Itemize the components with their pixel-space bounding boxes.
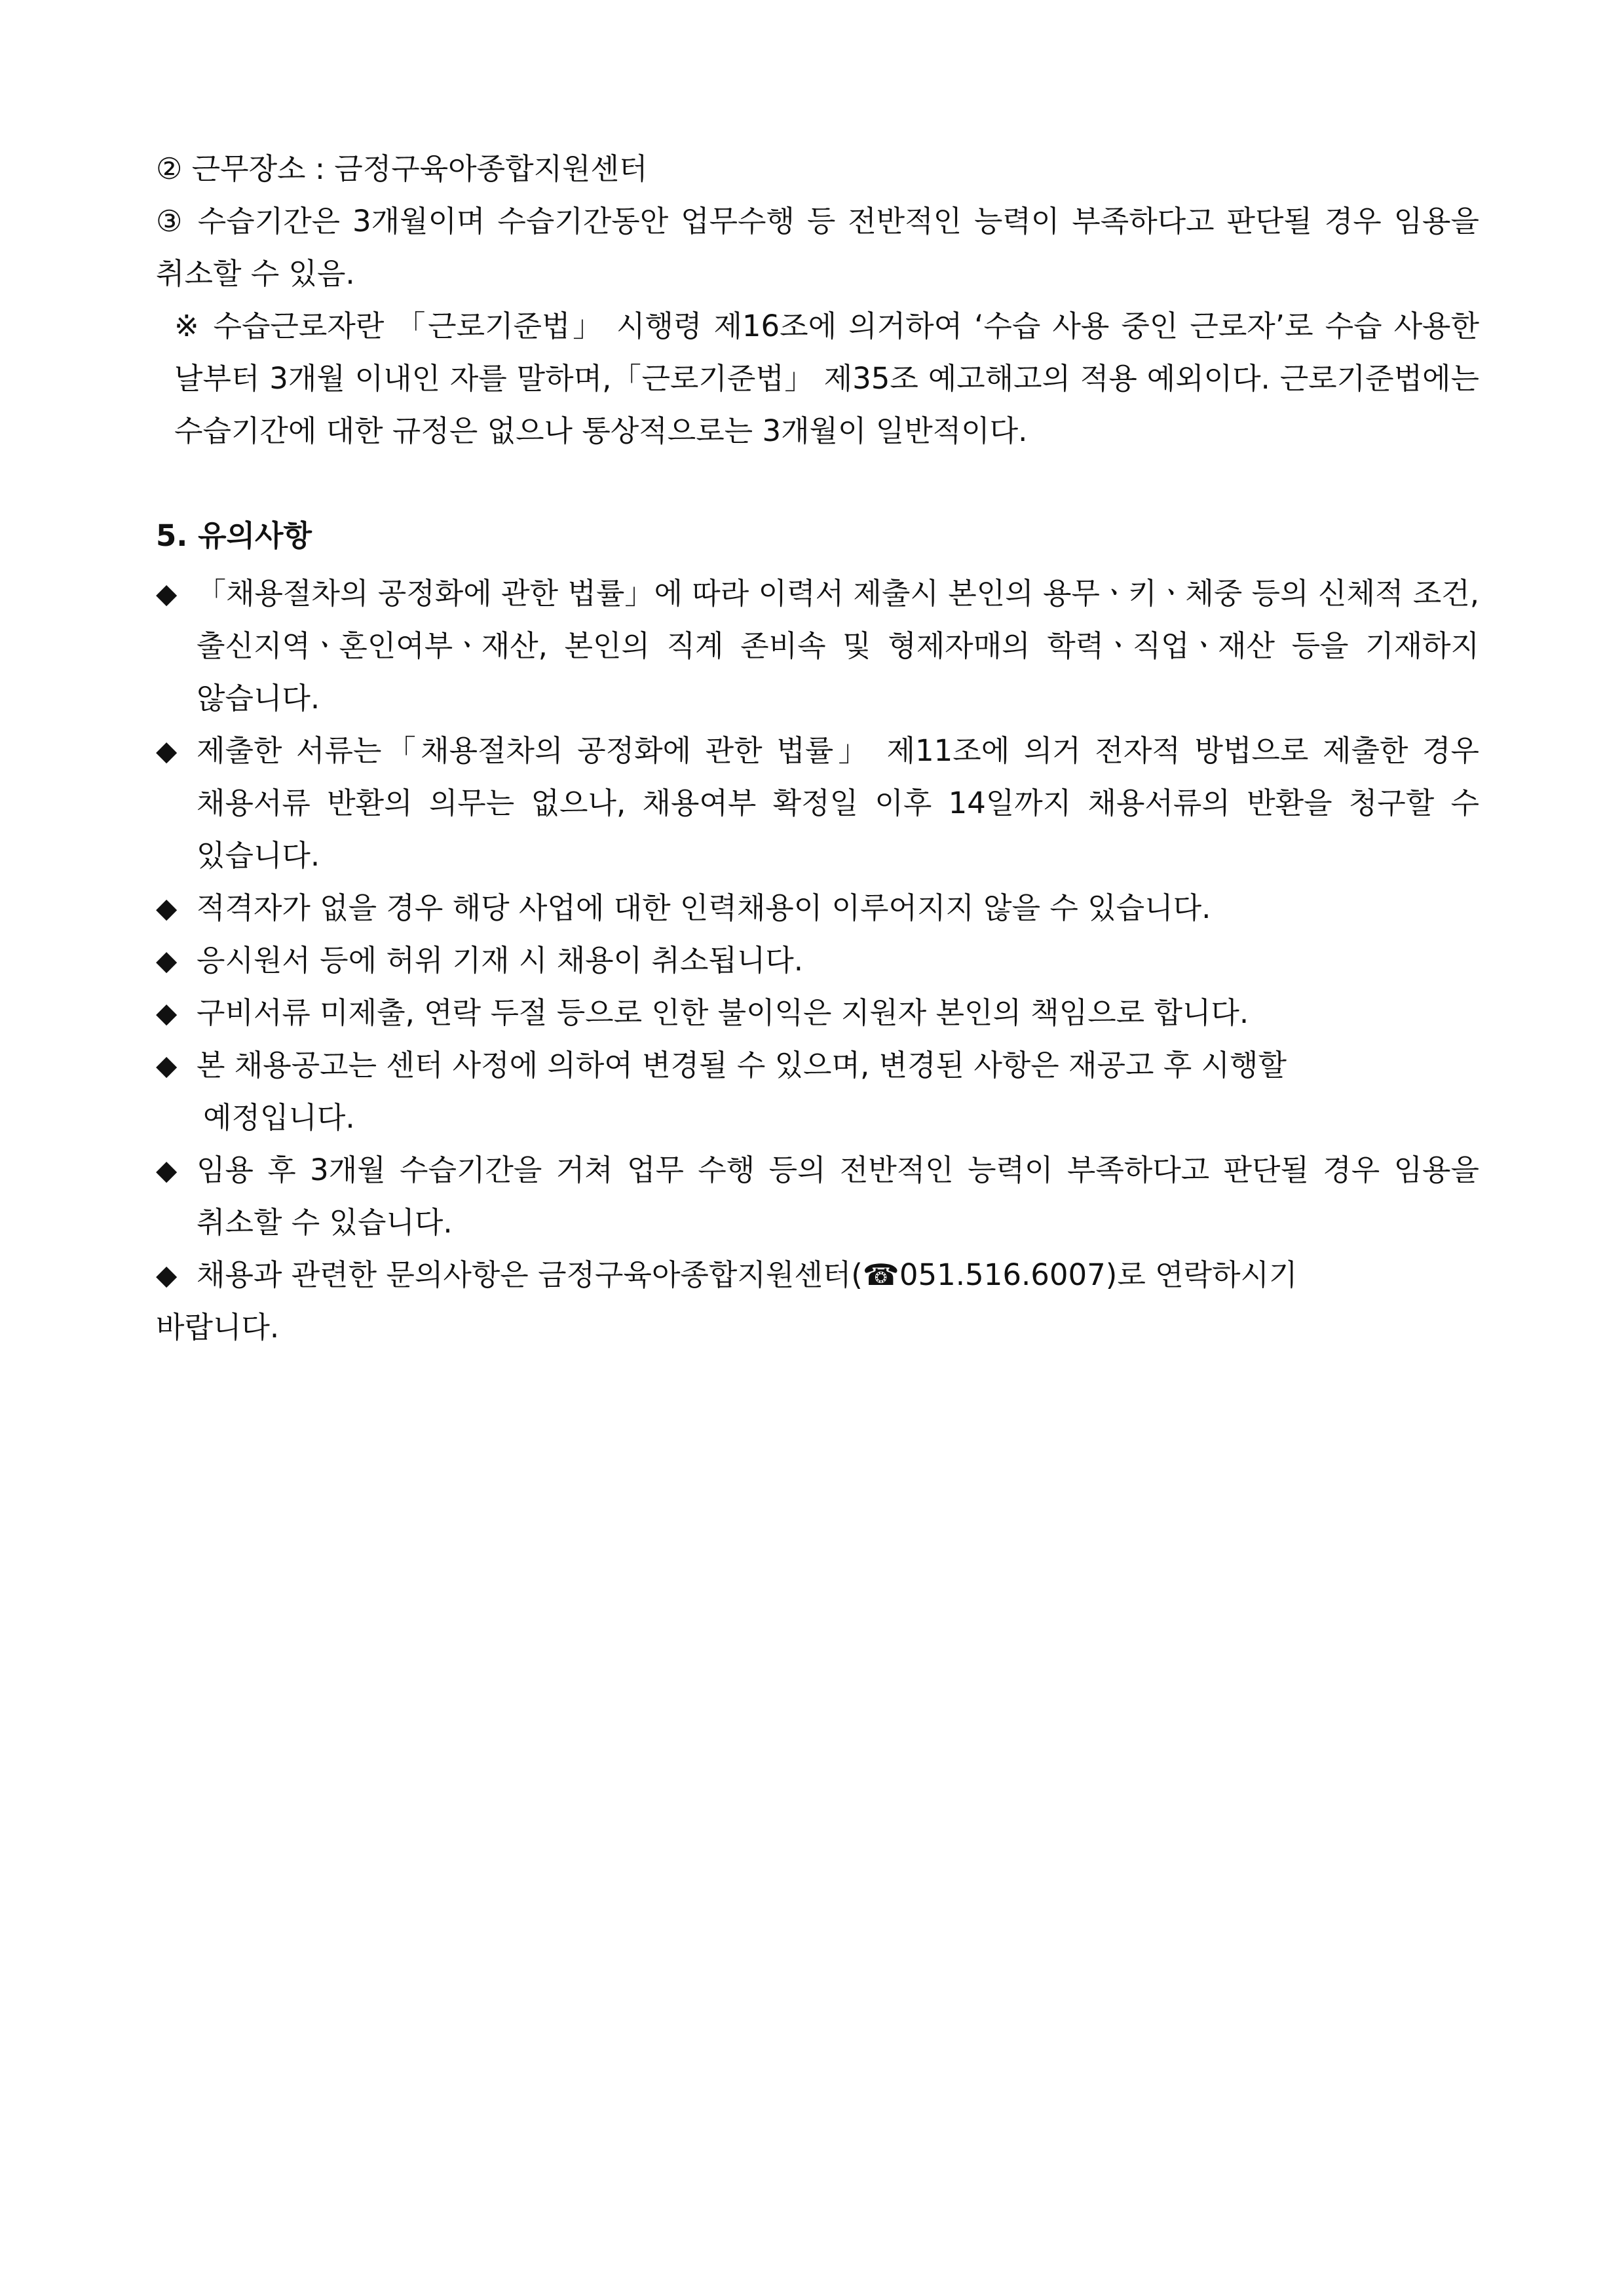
notice-text: 응시원서 등에 허위 기재 시 채용이 취소됩니다. [197, 943, 804, 978]
diamond-bullet-icon: ◆ [156, 1049, 178, 1081]
notice-item-probation [156, 1144, 1479, 1249]
diamond-bullet-icon: ◆ [156, 944, 178, 976]
notice-text: 구비서류 미제출, 연락 두절 등으로 인한 불이익은 지원자 본인의 책임으로 합니다. [197, 995, 1249, 1030]
notice-item-missing-docs [156, 987, 1479, 1039]
notice-item-contact [156, 1249, 1479, 1301]
notice-text-continuation: 예정입니다. [203, 1100, 355, 1135]
notice-item-fair-hiring [156, 567, 1479, 725]
notice-item-false-entry [156, 934, 1479, 987]
diamond-bullet-icon: ◆ [156, 997, 178, 1029]
diamond-bullet-icon: ◆ [156, 1259, 178, 1291]
notice-item-announcement-change [156, 1039, 1479, 1144]
notice-text: 적격자가 없을 경우 해당 사업에 대한 인력채용이 이루어지지 않을 수 있습니다. [197, 890, 1211, 925]
diamond-bullet-icon: ◆ [156, 1154, 178, 1186]
section-heading-notices: 5. 유의사항 [156, 518, 312, 553]
notice-item-no-qualified [156, 882, 1479, 934]
notice-text: 「채용절차의 공정화에 관한 법률」에 따라 이력서 제출시 본인의 용무ㆍ키ㆍ체중 등의 신체적 조건, 출신지역ㆍ혼인여부ㆍ재산, 본인의 직계 존비속 및 형제자매의 학력ㆍ직업ㆍ재산 등을 기재하지 않습니다. [197, 576, 1479, 716]
contact-text: 채용과 관련한 문의사항은 금정구육아종합지원센터(☎051.516.6007)로 연락하시기 [197, 1257, 1298, 1292]
notice-text: 제출한 서류는「채용절차의 공정화에 관한 법률」 제11조에 의거 전자적 방법으로 제출한 경우 채용서류 반환의 의무는 없으나, 채용여부 확정일 이후 14일까지 채용서류의 반환을 청구할 수 있습니다. [197, 733, 1479, 873]
work-location-item: ② 근무장소 : 금정구육아종합지원센터 [156, 151, 648, 186]
section-spacer [156, 457, 1479, 510]
diamond-bullet-icon: ◆ [156, 892, 178, 924]
notice-item-document-return [156, 725, 1479, 882]
probation-period-item: ③ 수습기간은 3개월이며 수습기간동안 업무수행 등 전반적인 능력이 부족하다고 판단될 경우 임용을 취소할 수 있음. [156, 204, 1479, 291]
probation-note: ※ 수습근로자란 「근로기준법」 시행령 제16조에 의거하여 ‘수습 사용 중인 근로자’로 수습 사용한 날부터 3개월 이내인 자를 말하며,「근로기준법」 제35조 예고해고의 적용 예외이다. 근로기준법에는 수습기간에 대한 규정은 없으나 통상적으로는 3개월이 일반적이다. [174, 309, 1479, 448]
contact-text-tail: 바랍니다. [156, 1310, 280, 1345]
document-page [156, 143, 1479, 1354]
diamond-bullet-icon: ◆ [156, 577, 178, 609]
notice-text-block [197, 1039, 1479, 1144]
diamond-bullet-icon: ◆ [156, 735, 178, 767]
notice-text: 본 채용공고는 센터 사정에 의하여 변경될 수 있으며, 변경된 사항은 재공고 후 시행할 [197, 1048, 1287, 1082]
notice-text: 임용 후 3개월 수습기간을 거쳐 업무 수행 등의 전반적인 능력이 부족하다고 판단될 경우 임용을 취소할 수 있습니다. [197, 1153, 1479, 1240]
